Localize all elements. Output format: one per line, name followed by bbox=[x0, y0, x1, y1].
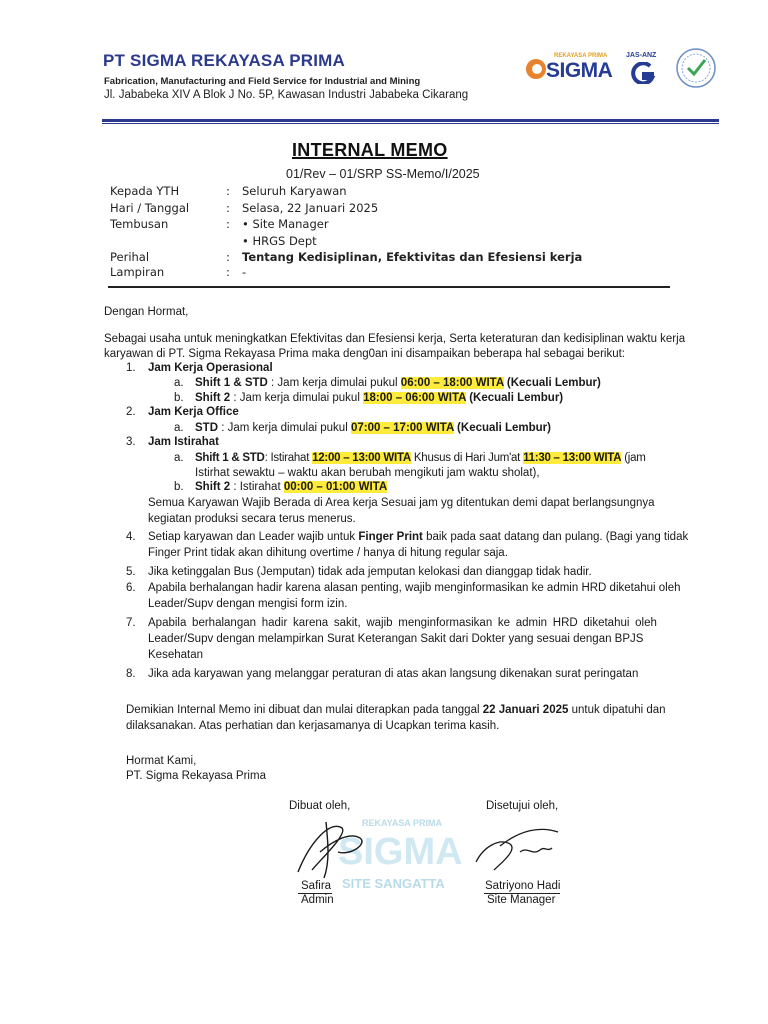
approver-role: Site Manager bbox=[487, 894, 556, 906]
text: : Istirahat bbox=[264, 452, 313, 464]
time-highlight: 12:00 – 13:00 WITA bbox=[312, 452, 411, 464]
std-office-line bbox=[195, 422, 551, 434]
shift-label: STD bbox=[195, 422, 218, 434]
note: (Kecuali Lembur) bbox=[466, 392, 564, 404]
maker-signature-icon bbox=[290, 812, 380, 882]
regards: Hormat Kami, bbox=[126, 755, 197, 767]
note: (Kecuali Lembur) bbox=[453, 422, 551, 434]
meta-label-attachment: Lampiran bbox=[110, 265, 165, 279]
text: Setiap karyawan dan Leader wajib untuk bbox=[148, 531, 359, 543]
break-note-1: Semua Karyawan Wajib Berada di Area kerja Sesuai jam yg ditentukan demi dapat berlangsungnya bbox=[148, 497, 655, 509]
meta-label-date: Hari / Tanggal bbox=[110, 201, 190, 215]
list-letter: a. bbox=[174, 422, 184, 434]
absence-rule-cont: Leader/Supv dengan mengisi form izin. bbox=[148, 598, 348, 610]
shift-2-operational-line bbox=[195, 392, 563, 404]
maker-name: Safira bbox=[301, 880, 332, 892]
logo-emblem-icon bbox=[526, 59, 546, 79]
text: untuk dipatuhi dan bbox=[568, 704, 666, 716]
svg-text:SITE SANGATTA: SITE SANGATTA bbox=[342, 876, 445, 891]
time-highlight: 07:00 – 17:00 WITA bbox=[350, 422, 454, 434]
company-address: Jl. Jababeka XIV A Blok J No. 5P, Kawasan Industri Jababeka Cikarang bbox=[104, 89, 469, 101]
list-letter: b. bbox=[174, 481, 184, 493]
shift-label: Shift 2 bbox=[195, 392, 231, 404]
emphasis: Finger Print bbox=[358, 531, 423, 543]
sick-rule-cont-2: Kesehatan bbox=[148, 649, 203, 661]
list-number: 6. bbox=[126, 582, 136, 594]
finger-print-line bbox=[148, 531, 688, 543]
memo-title: INTERNAL MEMO bbox=[292, 140, 448, 160]
sigma-logo bbox=[524, 50, 620, 90]
list-number: 3. bbox=[126, 436, 136, 448]
memo-number: 01/Rev – 01/SRP SS-Memo/I/2025 bbox=[286, 167, 480, 181]
list-number: 4. bbox=[126, 531, 136, 543]
svg-text:REKAYASA PRIMA: REKAYASA PRIMA bbox=[362, 818, 443, 828]
time-highlight: 11:30 – 13:00 WITA bbox=[523, 452, 622, 464]
closing-line-1 bbox=[126, 704, 666, 716]
section-title-office: Jam Kerja Office bbox=[148, 406, 239, 418]
break-note-2: kegiatan produksi secara terus menerus. bbox=[148, 513, 356, 525]
meta-label-subject: Perihal bbox=[110, 250, 150, 264]
meta-colon: : bbox=[226, 217, 230, 231]
text: : Jam kerja dimulai pukul bbox=[230, 392, 364, 404]
company-tagline: Fabrication, Manufacturing and Field Service for Industrial and Mining bbox=[104, 76, 421, 87]
absence-rule: Apabila berhalangan hadir karena alasan penting, wajib menginformasikan ke admin HRD diketahui oleh bbox=[148, 582, 681, 594]
time-highlight: 18:00 – 06:00 WITA bbox=[363, 392, 466, 404]
time-highlight: 06:00 – 18:00 WITA bbox=[400, 377, 504, 389]
shift-1-break-cont: Istirhat sewaktu – waktu akan berubah mengikuti jam waktu sholat), bbox=[195, 467, 540, 479]
list-number: 7. bbox=[126, 617, 136, 629]
text: Khusus di Hari Jum'at bbox=[410, 452, 524, 464]
logo-subtext: REKAYASA PRIMA bbox=[554, 53, 608, 59]
closing-line-2: dilaksanakan. Atas perhatian dan kerjasamanya di Ucapkan terima kasih. bbox=[126, 720, 500, 732]
text: : Jam kerja dimulai pukul bbox=[267, 377, 401, 389]
list-letter: a. bbox=[174, 377, 184, 389]
company-name: PT SIGMA REKAYASA PRIMA bbox=[103, 51, 346, 70]
meta-value-recipient: Seluruh Karyawan bbox=[242, 184, 347, 198]
finger-print-cont: Finger Print tidak akan dihitung overtime / hanya di hitung regular saja. bbox=[148, 547, 508, 559]
shift-label: Shift 2 bbox=[195, 481, 231, 493]
list-number: 2. bbox=[126, 406, 136, 418]
bus-rule: Jika ketinggalan Bus (Jemputan) tidak ada jemputan kelokasi dan dianggap tidak hadir. bbox=[148, 566, 592, 578]
certification-seal-icon bbox=[672, 47, 720, 89]
meta-value-subject: Tentang Kedisiplinan, Efektivitas dan Efesiensi kerja bbox=[242, 250, 583, 264]
made-by-label: Dibuat oleh, bbox=[289, 800, 351, 812]
jas-anz-icon bbox=[628, 62, 658, 84]
list-letter: b. bbox=[174, 392, 184, 404]
shift-label: Shift 1 & STD bbox=[195, 377, 268, 389]
intro-line-1: Sebagai usaha untuk meningkatkan Efektivitas dan Efesiensi kerja, Serta keteraturan dan kedisiplinan waktu kerja bbox=[104, 333, 686, 345]
meta-label-cc: Tembusan bbox=[110, 217, 169, 231]
list-number: 8. bbox=[126, 668, 136, 680]
text: Demikian Internal Memo ini dibuat dan mulai diterapkan pada tanggal bbox=[126, 704, 483, 716]
approver-name: Satriyono Hadi bbox=[485, 880, 561, 892]
meta-colon: : bbox=[226, 250, 230, 264]
meta-colon: : bbox=[226, 184, 230, 198]
meta-colon: : bbox=[226, 265, 230, 279]
meta-value-attachment: - bbox=[242, 265, 247, 279]
text: : Jam kerja dimulai pukul bbox=[218, 422, 351, 434]
meta-value-cc-1: • Site Manager bbox=[242, 217, 329, 231]
text: (jam bbox=[621, 452, 646, 464]
greeting: Dengan Hormat, bbox=[104, 306, 189, 318]
logo-text: SIGMA bbox=[546, 59, 613, 82]
maker-role: Admin bbox=[301, 894, 334, 906]
text: : Istirahat bbox=[230, 481, 284, 493]
header-rule-thin bbox=[102, 123, 719, 124]
jas-anz-label: JAS-ANZ bbox=[626, 52, 657, 59]
list-number: 5. bbox=[126, 566, 136, 578]
section-title-operational: Jam Kerja Operasional bbox=[148, 362, 273, 374]
shift-label: Shift 1 & STD bbox=[195, 452, 265, 464]
effective-date: 22 Januari 2025 bbox=[482, 704, 569, 716]
time-highlight: 00:00 – 01:00 WITA bbox=[283, 481, 388, 493]
shift-1-operational-line bbox=[195, 377, 601, 389]
regards-company: PT. Sigma Rekayasa Prima bbox=[126, 770, 266, 782]
meta-rule bbox=[108, 286, 670, 288]
meta-value-cc-2: • HRGS Dept bbox=[242, 234, 317, 248]
svg-text:SIGMA: SIGMA bbox=[338, 831, 463, 873]
meta-label-recipient: Kepada YTH bbox=[110, 184, 180, 198]
meta-colon: : bbox=[226, 201, 230, 215]
text: baik pada saat datang dan pulang. (Bagi yang tidak bbox=[422, 531, 689, 543]
section-title-break: Jam Istirahat bbox=[148, 436, 219, 448]
shift-1-break-line bbox=[195, 452, 646, 464]
list-letter: a. bbox=[174, 452, 184, 464]
warning-rule: Jika ada karyawan yang melanggar peraturan di atas akan langsung dikenakan surat peringatan bbox=[148, 668, 639, 680]
approver-signature-icon bbox=[470, 816, 570, 876]
sick-rule-cont-1: Leader/Supv dengan melampirkan Surat Keterangan Sakit dari Dokter yang sesuai dengan BPJS bbox=[148, 633, 644, 645]
approved-by-label: Disetujui oleh, bbox=[486, 800, 559, 812]
intro-line-2: karyawan di PT. Sigma Rekayasa Prima maka deng0an ini disampaikan beberapa hal sebagai berikut: bbox=[104, 348, 625, 360]
shift-2-break-line bbox=[195, 481, 387, 493]
list-number: 1. bbox=[126, 362, 136, 374]
header-rule bbox=[102, 119, 719, 122]
sick-rule: Apabila berhalangan hadir karena sakit, wajib menginformasikan ke admin HRD diketahui oleh bbox=[148, 617, 657, 629]
note: (Kecuali Lembur) bbox=[503, 377, 601, 389]
meta-value-date: Selasa, 22 Januari 2025 bbox=[242, 201, 379, 215]
